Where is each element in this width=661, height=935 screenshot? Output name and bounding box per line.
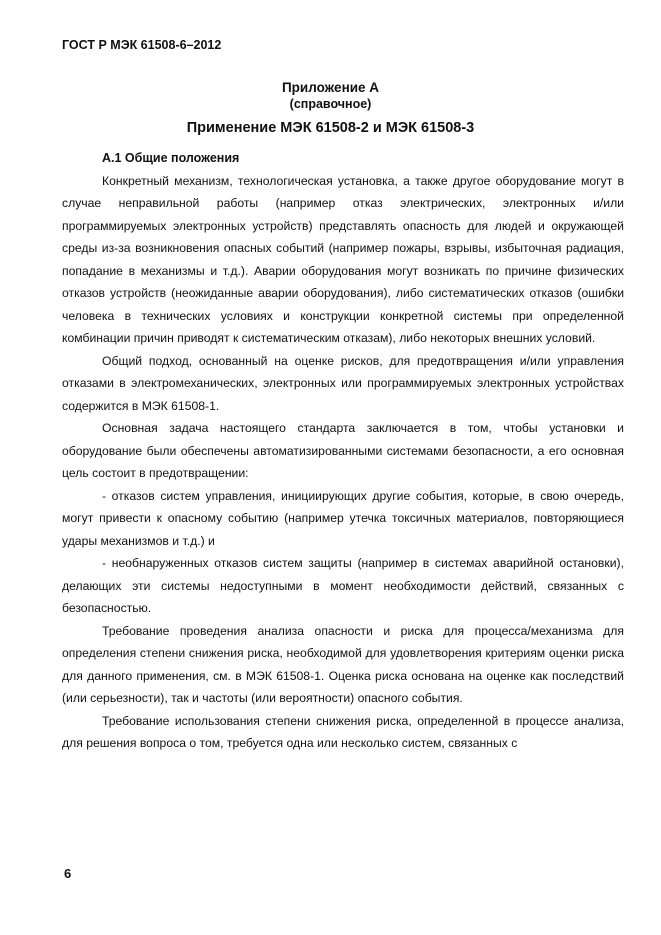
document-header: ГОСТ Р МЭК 61508-6–2012 — [62, 38, 222, 52]
section-heading: А.1 Общие положения — [102, 151, 240, 165]
paragraph-1: Конкретный механизм, технологическая установка, а также другое оборудование могут в случае неправильной работы (например отказ электрических, электронных и/или программируемых электронных устройств) представлять опасность для людей и окружающей среды из-за возникновения опасных событий (например пожары, взрывы, избыточная радиация, попадание в механизмы и т.д.). Аварии оборудования могут возникать по причине физических отказов устройств (неожиданные аварии оборудования), либо систематических отказов (ошибки человека в технических условиях и конструкции конкретной системы при определенной комбинации причин приводят к систематическим отказам), либо некоторых внешних условий. — [62, 173, 624, 345]
annex-heading: Применение МЭК 61508-2 и МЭК 61508-3 — [186, 120, 475, 136]
paragraph-2: Общий подход, основанный на оценке рисков, для предотвращения и/или управления отказами в электромеханических, электронных или программируемых электронных устройствах содержится в МЭК 61508-1. — [62, 353, 624, 413]
list-item-2: - необнаруженных отказов систем защиты (например в системах аварийной остановки), делающих эти системы недоступными в момент необходимости действий, связанных с безопасностью. — [62, 556, 624, 615]
list-item-1: - отказов систем управления, инициирующих другие события, которые, в свою очередь, могут привести к опасному событию (например утечка токсичных материалов, повторяющиеся удары механизмов и т.д.) и — [62, 488, 624, 548]
body-text — [62, 147, 624, 755]
page-number: 6 — [64, 866, 72, 881]
paragraph-3: Основная задача настоящего стандарта заключается в том, чтобы установки и оборудование были обеспечены автоматизированными системами безопасности, а его основная цель состоит в предотвращении: — [62, 421, 624, 480]
annex-subtitle: (справочное) — [289, 97, 372, 111]
paragraph-4: Требование проведения анализа опасности и риска для процесса/механизма для определения степени снижения риска, необходимой для удовлетворения критериям оценки риска для данного применения, см. в МЭК 61508-1. Оценка риска основана на оценке как последствий (или серьезности), так и частоты (или вероятности) опасного события. — [62, 623, 624, 705]
paragraph-5: Требование использования степени снижения риска, определенной в процессе анализа, для решения вопроса о том, требуется одна или несколько систем, связанных с — [62, 713, 624, 750]
annex-title: Приложение А — [281, 80, 380, 95]
